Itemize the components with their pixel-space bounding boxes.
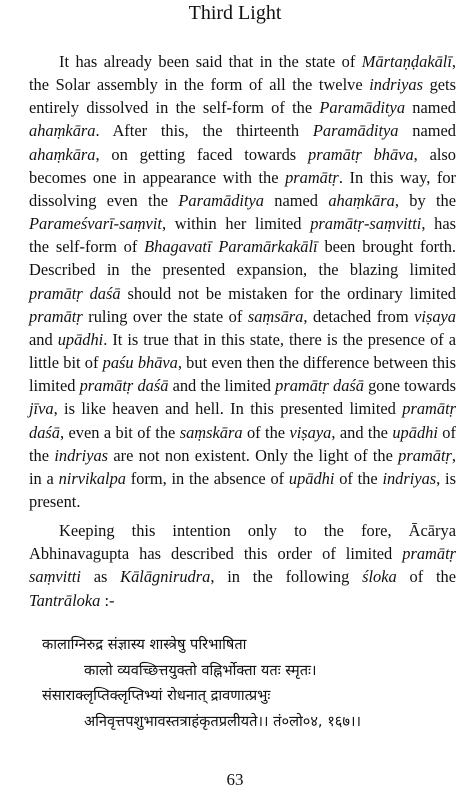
italic-term: ahaṃkāra (29, 121, 96, 141)
italic-term: śloka (362, 567, 397, 587)
text-run: , by the (394, 190, 456, 210)
text-run: , on getting faced towards (95, 144, 309, 164)
verse-line: कालाग्निरुद्र संज्ञास्य शास्त्रेषु परिभाषिता (42, 636, 247, 653)
text-run: ruling over the state of (82, 306, 248, 326)
text-run: , and the (331, 422, 393, 442)
italic-term: jīva (29, 399, 54, 419)
italic-term: Kālāgnirudra (120, 567, 211, 587)
text-run: and (29, 329, 58, 349)
body-text (29, 50, 456, 612)
italic-term: pramātṛ-saṃvitti (310, 214, 422, 234)
italic-term: pramātṛ (29, 306, 83, 326)
italic-term: Tantrāloka (29, 590, 101, 610)
text-run: of the (396, 567, 457, 587)
text-run: are not non existent. Only the light of the (108, 445, 399, 465)
italic-term: pramātṛ bhāva (308, 144, 414, 164)
text-run: :- (100, 590, 115, 610)
text-run: named (405, 98, 456, 118)
italic-term: viṣaya (289, 422, 332, 442)
verse-line: संसाराक्लृप्तिक्लृप्तिभ्यां रोधनात् द्रावणात्प्रभुः (42, 687, 271, 704)
text-run: . After this, the thirteenth (95, 121, 313, 141)
italic-term: saṃsāra (247, 306, 304, 326)
text-run: , in the following (210, 567, 363, 587)
italic-term: upādhi (57, 329, 104, 349)
text-run: , but even then the difference between this limited (29, 353, 456, 396)
text-run: , detached from (303, 306, 415, 326)
text-run: , has the self-form of (29, 214, 456, 257)
text-run: named (398, 121, 456, 141)
text-run: , in a (29, 445, 456, 488)
italic-term: paśu bhāva (102, 353, 178, 373)
text-run: and the limited (168, 376, 276, 396)
italic-term: saṃskāra (179, 422, 243, 442)
italic-term: upādhi (392, 422, 438, 442)
italic-term: pramātṛ (285, 167, 339, 187)
text-run: , the Solar assembly in the form of all the twelve (29, 52, 456, 95)
italic-term: indriyas (382, 468, 437, 488)
italic-term: Bhagavatī Paramārkakālī (144, 237, 318, 257)
text-run: . It is true that in this state, there is the presence of a little bit of (29, 329, 457, 373)
italic-term: pramātṛ daśā (29, 399, 456, 442)
running-header: Third Light (188, 2, 282, 24)
text-run: gets entirely dissolved in the self-form of the (29, 75, 456, 118)
text-run: , is like heaven and hell. In this presented limited (53, 399, 403, 419)
text-run: of the (29, 422, 456, 465)
italic-term: nirvikalpa (58, 468, 126, 488)
italic-term: pramātṛ daśā (79, 376, 169, 396)
text-run: , within her limited (161, 214, 311, 234)
text-run: . In this way, for dissolving even the (29, 167, 456, 210)
italic-term: indriyas (54, 445, 109, 465)
text-run: , is present. (29, 468, 456, 511)
text-run: of the (242, 422, 290, 442)
text-run: of the (334, 468, 383, 488)
text-run: named (263, 190, 329, 210)
italic-term: viṣaya (414, 306, 456, 326)
paragraph (29, 519, 456, 612)
text-run: been brought forth. Described in the presented expansion, the blazing limited (29, 237, 456, 280)
italic-term: pramātṛ daśā (275, 376, 364, 396)
sanskrit-verse (42, 632, 462, 734)
text-run: It has already been said that in the state of (59, 52, 362, 71)
italic-term: pramātṛ (398, 445, 452, 465)
text-run: gone towards (363, 376, 457, 396)
italic-term: indriyas (369, 75, 423, 95)
italic-term: Mārtaṇḍakālī (361, 52, 452, 71)
text-run: form, in the absence of (125, 468, 289, 488)
italic-term: pramātṛ daśā (29, 283, 121, 303)
text-run: , even a bit of the (59, 422, 180, 442)
italic-term: ahaṃkāra (328, 190, 395, 210)
text-run: as (80, 567, 121, 587)
italic-term: Paramāditya (319, 98, 406, 118)
verse-line: अनिवृत्तपशुभावस्तत्राहंकृतप्रलीयते।। तं०लो०४, १६७।। (84, 712, 362, 730)
text-run: , also becomes one in appearance with the (29, 144, 456, 187)
paragraph (29, 50, 456, 513)
verse-line: कालो व्यवच्छित्तयुक्तो वह्निर्भोक्ता यतः स्मृतः। (84, 661, 317, 679)
italic-term: Parameśvarī-saṃvit (29, 214, 162, 234)
italic-term: upādhi (288, 468, 335, 488)
italic-term: Paramāditya (178, 190, 264, 210)
text-run: should not be mistaken for the ordinary limited (120, 283, 456, 303)
page-number: 63 (226, 770, 244, 789)
italic-term: pramātṛ saṃvitti (29, 544, 456, 587)
italic-term: Paramāditya (312, 121, 399, 141)
italic-term: ahaṃkāra (29, 144, 96, 164)
text-run: Keeping this intention only to the fore, Ācārya Abhinavagupta has described this order of limited (29, 521, 456, 564)
